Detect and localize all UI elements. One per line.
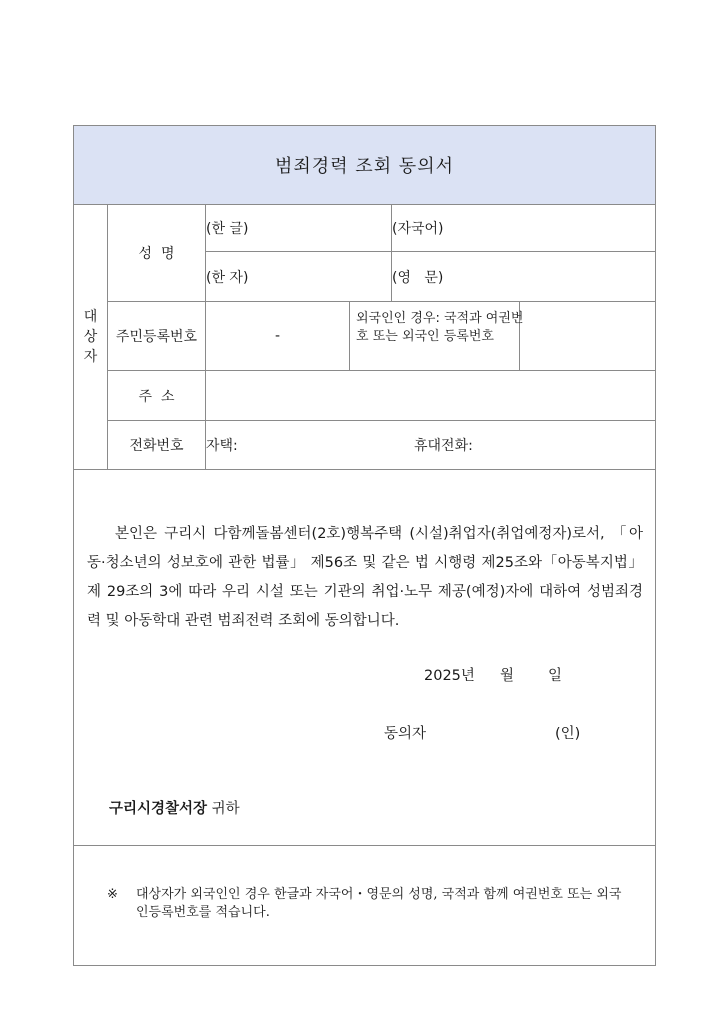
recipient [109,797,240,818]
recipient-name: 구리시경찰서장 [109,801,208,817]
name-native-field[interactable]: (자국어) [392,220,444,237]
foreign-resident-note: 외국인인 경우: 국적과 여권번호 또는 외국인 등록번호 [356,311,524,344]
subject-char: 상 [83,329,98,345]
subject-char: 자 [83,349,98,365]
foreign-number-field[interactable] [520,302,655,370]
name-label: 성 명 [138,245,175,262]
consent-form [73,125,656,966]
name-english-field[interactable]: (영 문) [392,269,444,286]
home-phone-field[interactable]: 자택: [206,438,238,454]
date-day: 일 [548,668,563,684]
address-label: 주 소 [138,388,175,405]
resident-number-label: 주민등록번호 [115,329,198,345]
row-divider [74,469,655,470]
recipient-suffix: 귀하 [211,801,240,817]
date-year: 2025년 [424,668,475,684]
date-month: 월 [500,668,515,684]
seal-mark: (인) [555,726,581,742]
name-korean-field[interactable]: (한 글) [206,220,249,237]
footnote-text: 대상자가 외국인인 경우 한글과 자국어・영문의 성명, 국적과 함께 여권번호 또는 외국인등록번호를 적습니다. [136,887,622,920]
consent-text: 본인은 구리시 다함께돌봄센터(2호)행복주택 (시설)취업자(취업예정자)로서, 「아동·청소년의 성보호에 관한 법률」 제56조 및 같은 법 시행령 제25조와「아동복지법」제 29조의 3에 따라 우리 시설 또는 기관의 취업·노무 제공(예정)자에 대하여 성범죄경력 및 아동학대 관련 범죄전력 조회에 동의합니다. [87,526,643,629]
footnote [107,886,627,922]
subject-char: 대 [83,309,98,325]
col-divider [349,301,350,370]
form-title: 범죄경력 조회 동의서 [74,126,655,205]
name-hanja-field[interactable]: (한 자) [206,269,249,286]
phone-label: 전화번호 [129,438,184,454]
row-divider [74,845,655,846]
reference-mark: ※ [107,887,118,902]
resident-number-field[interactable]: - [274,328,281,344]
address-field[interactable] [206,371,655,420]
mobile-phone-field[interactable]: 휴대전화: [414,438,473,454]
consenter-label: 동의자 [384,726,427,742]
subject-label [74,204,107,470]
consent-paragraph [87,520,643,636]
